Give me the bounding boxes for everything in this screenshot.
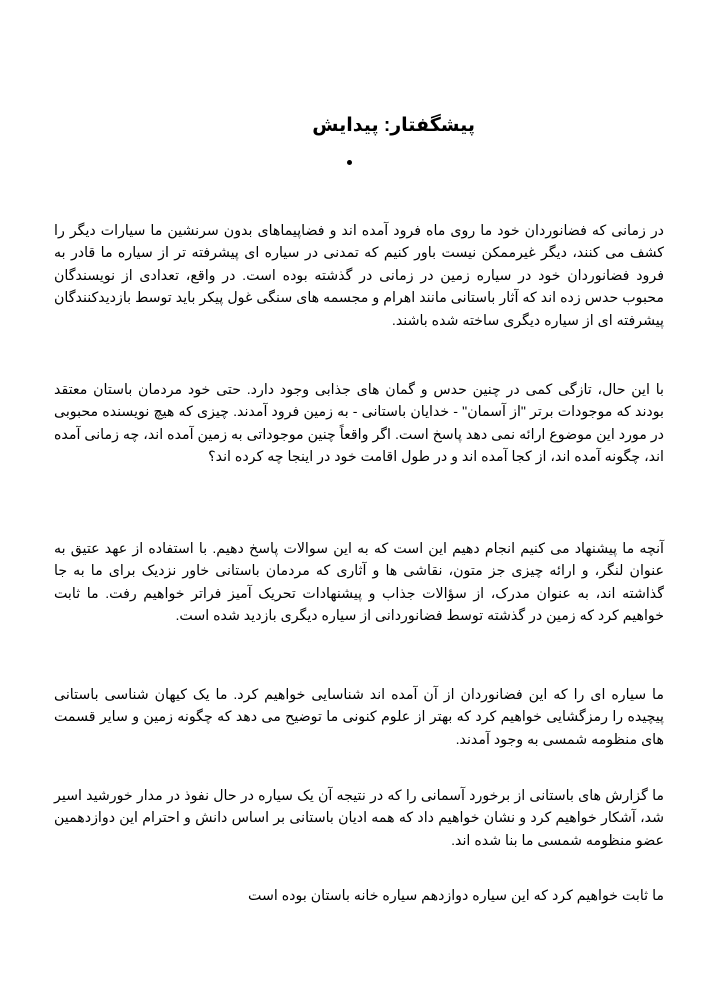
paragraph: ما سیاره ای را که این فضانوردان از آن آمده اند شناسایی خواهیم کرد. ما یک کیهان شناسی باستانی پیچیده را رمزگشایی خواهیم کرد که بهتر از علوم کنونی ما توضیح می دهد که چگونه زمین و سایر قسمت های منظومه شمسی به وجود آمدند. (54, 687, 664, 748)
paragraph: آنچه ما پیشنهاد می کنیم انجام دهیم این است که به این سوالات پاسخ دهیم. با استفاده از عهد عتیق به عنوان لنگر، و ارائه چیزی جز متون، نقاشی ها و آثاری که مردمان باستانی خاور نزدیک برای ما به جا گذاشته اند، به عنوان مدرک، از سؤالات جذاب و پیشنهادات تحریک آمیز فراتر خواهیم رفت. ما ثابت خواهیم کرد که زمین در گذشته توسط فضانوردانی از سیاره دیگری بازدید شده است. (54, 541, 664, 625)
bullet-icon (347, 160, 352, 165)
page-title: پیشگفتار: پیدایش (312, 115, 475, 136)
title-block (235, 113, 475, 139)
paragraph: با این حال، تازگی کمی در چنین حدس و گمان های جذابی وجود دارد. حتی خود مردمان باستان معتقد بودند که موجودات برتر "از آسمان" - خدایان باستانی - به زمین فرود آمدند. چیزی که هیچ نویسنده محبوبی در مورد این موضوع ارائه نمی دهد پاسخ است. اگر واقعاً چنین موجوداتی به زمین آمده اند، چه زمانی آمده اند، چگونه آمده اند، از کجا آمده اند و در طول اقامت خود در اینجا چه کرده اند؟ (54, 382, 664, 466)
paragraph: در زمانی که فضانوردان خود ما روی ماه فرود آمده اند و فضاپیماهای بدون سرنشین ما سیارات دیگر را کشف می کنند، دیگر غیرممکن نیست باور کنیم که تمدنی در سیاره ای پیشرفته تر از سیاره ما قادر به فرود فضانوردان خود در سیاره زمین در زمانی در گذشته بوده است. در واقع، تعدادی از نویسندگان محبوب حدس زده اند که آثار باستانی مانند اهرام و مجسمه های سنگی غول پیکر باید توسط بازدیدکنندگان پیشرفته ای از سیاره دیگری ساخته شده باشند. (54, 223, 664, 329)
paragraph: ما ثابت خواهیم کرد که این سیاره دوازدهم سیاره خانه باستان بوده است (248, 888, 664, 904)
paragraph: ما گزارش های باستانی از برخورد آسمانی را که در نتیجه آن یک سیاره در حال نفوذ در مدار خورشید اسیر شد، آشکار خواهیم کرد و نشان خواهیم داد که همه ادیان باستانی بر اساس دانش و احترام این دوازدهمین عضو منظومه شمسی ما بنا شده اند. (54, 788, 664, 849)
